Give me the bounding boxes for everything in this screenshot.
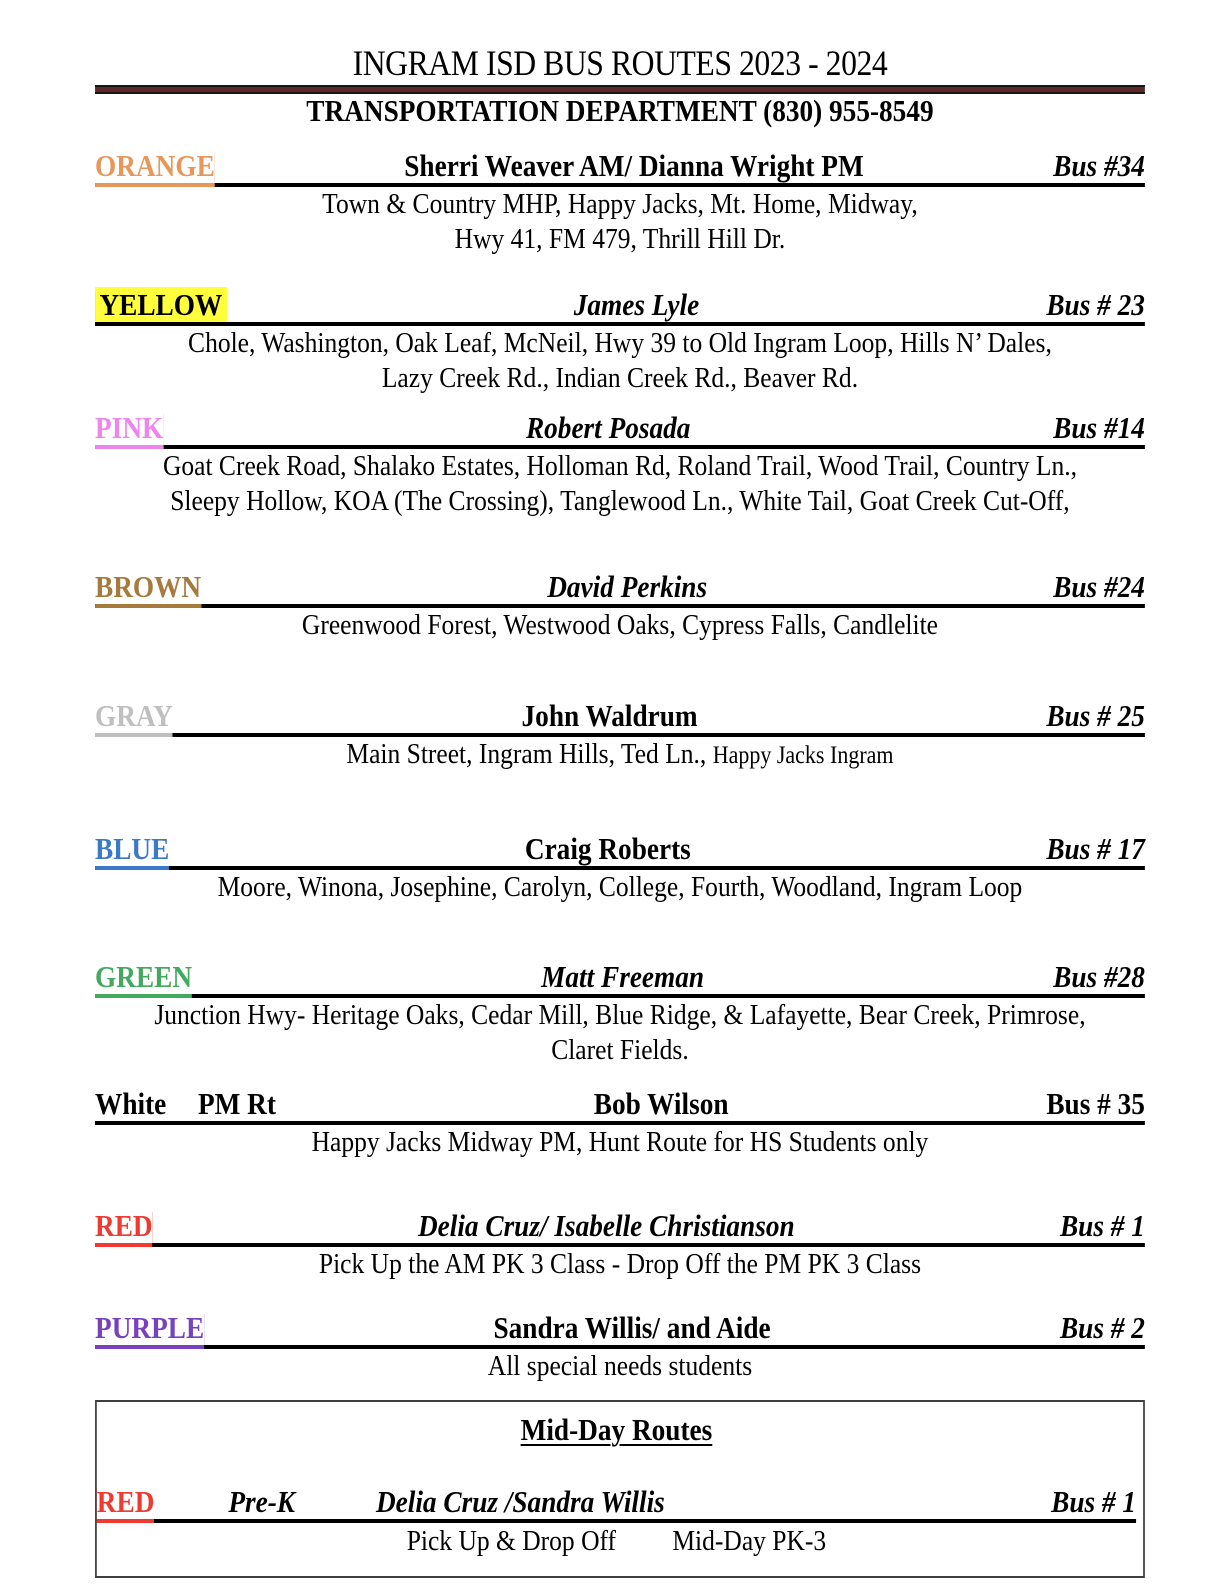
route-grade-label: Pre-K xyxy=(228,1484,295,1519)
route-bus-number: Bus # 17 xyxy=(1046,831,1145,866)
route-color-label: BLUE xyxy=(95,831,170,866)
route-driver-name: Delia Cruz/ Isabelle Christianson xyxy=(417,1208,795,1243)
midday-desc-right: Mid-Day PK-3 xyxy=(672,1525,827,1557)
route-description xyxy=(95,1125,1145,1160)
route-desc-line: Moore, Winona, Josephine, Carolyn, College, Fourth, Woodland, Ingram Loop xyxy=(217,871,1023,903)
route-driver-name: Craig Roberts xyxy=(524,831,691,866)
route-driver-name: Bob Wilson xyxy=(593,1086,729,1121)
route-section xyxy=(95,148,1145,257)
route-desc-line: Pick Up the AM PK 3 Class - Drop Off the PM PK 3 Class xyxy=(318,1248,922,1280)
route-color-label: White xyxy=(95,1086,167,1121)
route-bus-number: Bus #34 xyxy=(1053,148,1145,183)
route-header-row xyxy=(95,959,1145,998)
route-desc-line: Lazy Creek Rd., Indian Creek Rd., Beaver Rd. xyxy=(381,362,859,394)
route-description xyxy=(95,737,1145,773)
route-section xyxy=(95,287,1145,396)
midday-route-description xyxy=(97,1523,1136,1560)
route-desc-line: Happy Jacks Midway PM, Hunt Route for HS Students only xyxy=(311,1126,929,1158)
midday-desc-left: Pick Up & Drop Off xyxy=(406,1525,617,1557)
route-description xyxy=(95,326,1145,396)
route-description xyxy=(95,449,1145,519)
route-color-label: YELLOW xyxy=(95,287,227,322)
page-title: INGRAM ISD BUS ROUTES 2023 - 2024 xyxy=(352,43,888,83)
route-driver-name: Delia Cruz /Sandra Willis xyxy=(375,1484,665,1519)
route-section xyxy=(95,1208,1145,1282)
route-desc-line: Claret Fields. xyxy=(551,1034,689,1066)
route-bus-number: Bus # 2 xyxy=(1059,1310,1145,1345)
route-desc-line: All special needs students xyxy=(487,1350,753,1382)
route-driver-name: Sandra Willis/ and Aide xyxy=(493,1310,771,1345)
route-desc-line: Hwy 41, FM 479, Thrill Hill Dr. xyxy=(454,223,786,255)
route-header-row xyxy=(95,287,1145,326)
route-desc-line: Sleepy Hollow, KOA (The Crossing), Tanglewood Ln., White Tail, Goat Creek Cut-Off, xyxy=(170,485,1070,517)
route-color-label: PURPLE xyxy=(95,1310,205,1345)
route-bus-number: Bus # 25 xyxy=(1046,698,1145,733)
route-description xyxy=(95,187,1145,257)
route-description xyxy=(95,998,1145,1068)
route-header-row xyxy=(95,410,1145,449)
route-desc-line: Goat Creek Road, Shalako Estates, Holloman Rd, Roland Trail, Wood Trail, Country Ln., xyxy=(162,450,1077,482)
department-subtitle: TRANSPORTATION DEPARTMENT (830) 955-8549 xyxy=(306,93,934,128)
route-color-label: GREEN xyxy=(95,959,193,994)
route-header-row xyxy=(95,831,1145,870)
route-color-label: GRAY xyxy=(95,698,173,733)
route-bus-number: Bus #14 xyxy=(1053,410,1145,445)
route-driver-name: John Waldrum xyxy=(521,698,698,733)
route-desc-line: Junction Hwy- Heritage Oaks, Cedar Mill, Blue Ridge, & Lafayette, Bear Creek, Primrose, xyxy=(154,999,1086,1031)
route-bus-number: Bus # 1 xyxy=(1059,1208,1145,1243)
route-bus-number: Bus #28 xyxy=(1053,959,1145,994)
route-driver-name: James Lyle xyxy=(573,287,700,322)
route-section xyxy=(95,959,1145,1068)
route-section xyxy=(95,698,1145,773)
route-color-label: ORANGE xyxy=(95,148,215,183)
route-bus-number: Bus # 35 xyxy=(1046,1086,1145,1121)
midday-routes-title: Mid-Day Routes xyxy=(520,1412,713,1447)
route-driver-name: Robert Posada xyxy=(525,410,691,445)
route-description xyxy=(95,1247,1145,1282)
route-section xyxy=(95,831,1145,905)
route-header-row xyxy=(95,1208,1145,1247)
route-header-row xyxy=(95,1310,1145,1349)
route-color-label: BROWN xyxy=(95,569,202,604)
route-section xyxy=(95,410,1145,519)
route-driver-name: Sherri Weaver AM/ Dianna Wright PM xyxy=(404,148,864,183)
route-header-row xyxy=(95,148,1145,187)
midday-routes-box xyxy=(95,1400,1145,1578)
route-desc-line: Main Street, Ingram Hills, Ted Ln., Happy Jacks Ingram xyxy=(346,738,894,770)
route-desc-line: Town & Country MHP, Happy Jacks, Mt. Home, Midway, xyxy=(322,188,918,220)
route-section xyxy=(95,1310,1145,1384)
midday-route-header-row xyxy=(97,1484,1136,1523)
route-header-row xyxy=(95,569,1145,608)
route-color-label: RED xyxy=(95,1208,153,1243)
route-extra-label: PM Rt xyxy=(197,1086,276,1121)
route-section xyxy=(95,569,1145,643)
route-bus-number: Bus # 23 xyxy=(1046,287,1145,322)
route-description xyxy=(95,608,1145,643)
route-bus-number: Bus # 1 xyxy=(1051,1484,1137,1519)
route-color-label: PINK xyxy=(95,410,164,445)
route-desc-line: Greenwood Forest, Westwood Oaks, Cypress Falls, Candlelite xyxy=(301,609,939,641)
midday-route-list xyxy=(97,1484,1136,1560)
route-description xyxy=(95,1349,1145,1384)
route-description xyxy=(95,870,1145,905)
route-list xyxy=(95,148,1145,1384)
route-driver-name: Matt Freeman xyxy=(541,959,705,994)
route-section xyxy=(95,1086,1145,1160)
route-color-label: RED xyxy=(96,1484,155,1519)
route-desc-line: Chole, Washington, Oak Leaf, McNeil, Hwy 39 to Old Ingram Loop, Hills N’ Dales, xyxy=(188,327,1052,359)
route-header-row xyxy=(95,1086,1145,1125)
midday-route-section xyxy=(97,1484,1136,1560)
route-driver-name: David Perkins xyxy=(547,569,708,604)
route-bus-number: Bus #24 xyxy=(1053,569,1145,604)
route-header-row xyxy=(95,698,1145,737)
